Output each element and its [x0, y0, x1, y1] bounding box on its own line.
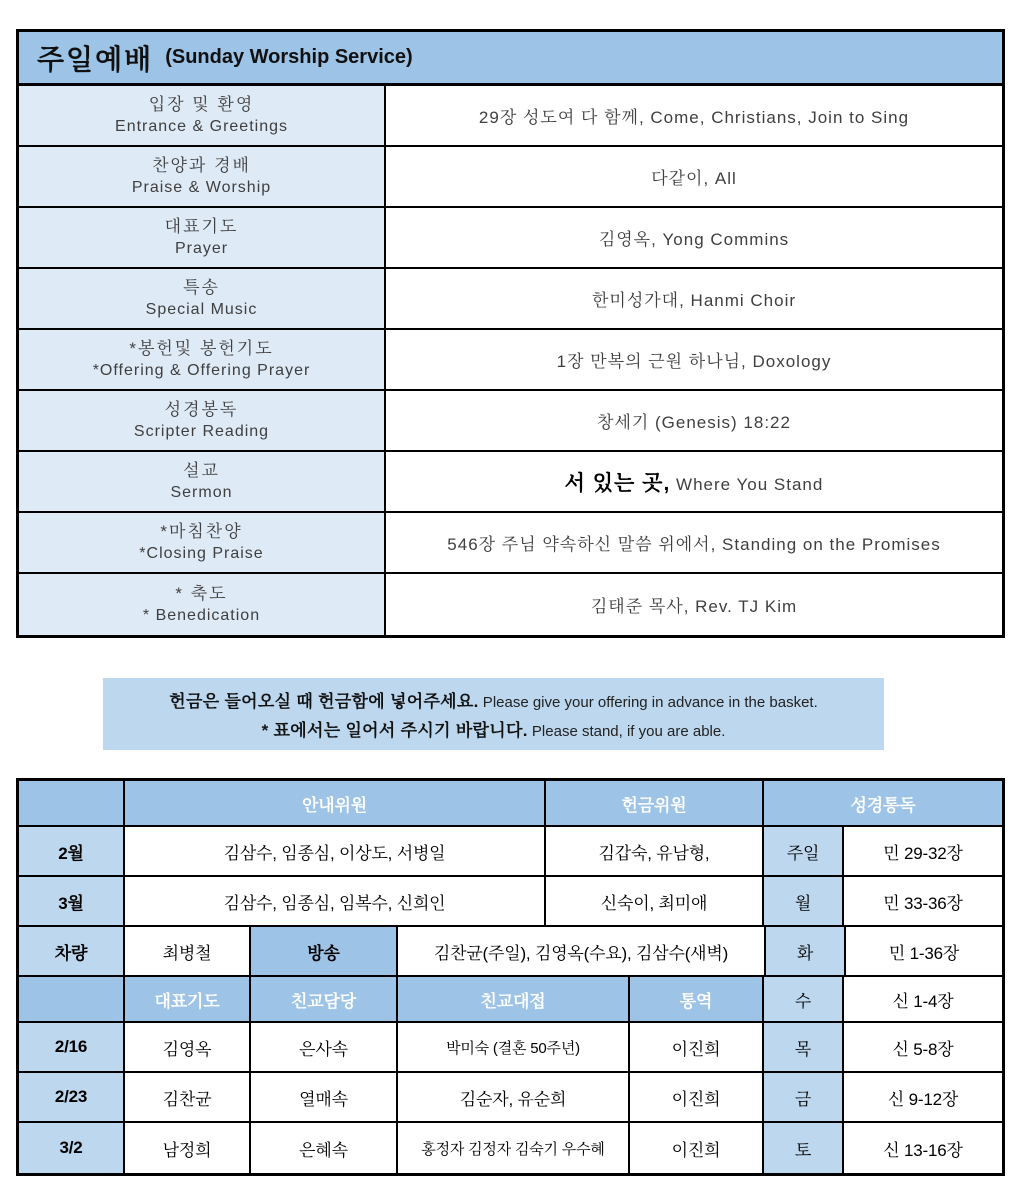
reading-passage: 민 33-36장: [883, 893, 963, 913]
duty-row-mar2: [19, 1123, 1002, 1173]
header-fellowship-serve: 친교대접: [398, 977, 630, 1021]
worship-row-praise: [19, 147, 1002, 208]
worship-row-content: [386, 147, 1002, 206]
prayer-name: 남정희: [125, 1123, 251, 1173]
broadcast-label: 방송: [251, 927, 398, 975]
worship-row-label: [19, 513, 386, 572]
month-label: 2월: [19, 827, 125, 875]
worship-row-benediction: [19, 574, 1002, 635]
duty-row-feb23: [19, 1073, 1002, 1123]
duty-row-march: [19, 877, 1002, 927]
content-text: 1장 만복의 근원 하나님, Doxology: [556, 352, 832, 371]
fellowship-serve-names: 박미숙 (결혼 50주년): [398, 1023, 630, 1071]
label-english: Prayer: [174, 239, 229, 257]
prayer-name: 김영옥: [125, 1023, 251, 1071]
notice-2-korean: * 표에서는 일어서 주시기 바랍니다.: [261, 721, 528, 740]
label-korean: * 축도: [175, 583, 228, 603]
header-blank-cell: [19, 781, 125, 825]
header-ushers: 안내위원: [125, 781, 546, 825]
interpreter-name: 이진희: [630, 1023, 764, 1071]
content-text: 29장 성도여 다 함께, Come, Christians, Join to Sing: [478, 108, 910, 127]
label-english: Praise & Worship: [131, 178, 272, 196]
vehicle-label: 차량: [19, 927, 125, 975]
sermon-title-english: Where You Stand: [670, 474, 824, 494]
worship-row-entrance: [19, 86, 1002, 147]
worship-row-sermon: [19, 452, 1002, 513]
reading-passage: 신 5-8장: [892, 1039, 954, 1059]
date-label: 2/16: [19, 1023, 125, 1071]
duty-row-feb16: [19, 1023, 1002, 1073]
worship-row-content: [386, 391, 1002, 450]
interpreter-name: 이진희: [630, 1123, 764, 1173]
reading-day: 화: [766, 927, 846, 975]
label-english: Special Music: [145, 300, 258, 318]
worship-row-content: [386, 208, 1002, 267]
worship-row-content: [386, 574, 1002, 635]
content-text: 다같이, All: [651, 169, 737, 188]
worship-row-label: [19, 86, 386, 145]
label-korean: 입장 및 환영: [148, 94, 255, 114]
worship-row-special-music: [19, 269, 1002, 330]
worship-row-label: [19, 391, 386, 450]
fellowship-lead-group: 열매속: [251, 1073, 398, 1121]
label-korean: 설교: [183, 460, 220, 480]
duty-row-february: [19, 827, 1002, 877]
notice-line-2: [262, 716, 726, 741]
content-text: 김영옥, Yong Commins: [598, 230, 790, 249]
ushers-names: 김삼수, 임종심, 임복수, 신희인: [125, 877, 546, 925]
duty-header-row-2: [19, 977, 1002, 1023]
notice-1-english: Please give your offering in advance in the basket.: [478, 694, 818, 711]
label-korean: 성경봉독: [164, 399, 239, 419]
content-text: 창세기 (Genesis) 18:22: [597, 413, 791, 432]
fellowship-lead-group: 은혜속: [251, 1123, 398, 1173]
reading-day: 수: [764, 977, 844, 1021]
offering-notice-banner: [103, 678, 884, 750]
label-korean: *마침찬양: [160, 521, 243, 541]
worship-row-label: [19, 147, 386, 206]
label-english: * Benedication: [142, 606, 261, 624]
fellowship-serve-names: 김순자, 유순희: [398, 1073, 630, 1121]
worship-row-label: [19, 330, 386, 389]
reading-passage: 민 29-32장: [883, 843, 963, 863]
label-korean: 찬양과 경배: [152, 155, 251, 175]
date-label: 3/2: [19, 1123, 125, 1173]
header-interpreter: 통역: [630, 977, 764, 1021]
reading-passage: 신 1-4장: [892, 991, 954, 1011]
reading-day: 토: [764, 1123, 844, 1173]
header-bible-reading: 성경통독: [764, 781, 1002, 825]
interpreter-name: 이진희: [630, 1073, 764, 1121]
header-offering-committee: 헌금위원: [546, 781, 764, 825]
worship-row-content: [386, 513, 1002, 572]
worship-row-prayer: [19, 208, 1002, 269]
worship-row-offering: [19, 330, 1002, 391]
label-korean: *봉헌및 봉헌기도: [129, 338, 274, 358]
worship-table-title: [19, 32, 1002, 86]
reading-day: 목: [764, 1023, 844, 1071]
label-english: Scripter Reading: [133, 422, 270, 440]
offering-names: 김갑숙, 유남형,: [546, 827, 764, 875]
label-korean: 대표기도: [164, 216, 239, 236]
worship-row-label: [19, 208, 386, 267]
worship-order-table: [16, 29, 1005, 638]
duty-header-row-1: [19, 781, 1002, 827]
label-english: *Offering & Offering Prayer: [92, 361, 311, 379]
broadcast-names: 김찬균(주일), 김영옥(수요), 김삼수(새벽): [398, 927, 766, 975]
ushers-names: 김삼수, 임종심, 이상도, 서병일: [125, 827, 546, 875]
fellowship-serve-names: 홍정자 김정자 김숙기 우수혜: [398, 1123, 630, 1173]
duty-row-vehicle: [19, 927, 1002, 977]
worship-row-content: [386, 269, 1002, 328]
reading-day: 월: [764, 877, 844, 925]
header-representative-prayer: 대표기도: [125, 977, 251, 1021]
worship-row-content: [386, 330, 1002, 389]
month-label: 3월: [19, 877, 125, 925]
prayer-name: 김찬균: [125, 1073, 251, 1121]
worship-row-label: [19, 452, 386, 511]
worship-row-label: [19, 574, 386, 635]
reading-passage: 신 13-16장: [883, 1140, 963, 1160]
label-english: Sermon: [170, 483, 233, 501]
duty-roster-table: [16, 778, 1005, 1176]
label-korean: 특송: [183, 277, 220, 297]
notice-1-korean: 헌금은 들어오실 때 헌금함에 넣어주세요.: [169, 692, 479, 711]
label-english: *Closing Praise: [139, 544, 264, 562]
worship-title-english: (Sunday Worship Service): [165, 46, 413, 68]
worship-row-content: [386, 452, 1002, 511]
fellowship-lead-group: 은사속: [251, 1023, 398, 1071]
worship-row-label: [19, 269, 386, 328]
header-blank-cell: [19, 977, 125, 1021]
reading-day: 금: [764, 1073, 844, 1121]
worship-row-closing-praise: [19, 513, 1002, 574]
driver-name: 최병철: [125, 927, 251, 975]
content-text: 김태준 목사, Rev. TJ Kim: [590, 597, 798, 616]
notice-line-1: [169, 687, 818, 712]
content-text: 한미성가대, Hanmi Choir: [591, 291, 797, 310]
sermon-title-korean: 서 있는 곳,: [564, 471, 671, 495]
notice-2-english: Please stand, if you are able.: [527, 723, 726, 740]
worship-title-korean: 주일예배: [37, 43, 154, 75]
offering-names: 신숙이, 최미애: [546, 877, 764, 925]
date-label: 2/23: [19, 1073, 125, 1121]
reading-passage: 민 1-36장: [888, 943, 960, 963]
label-english: Entrance & Greetings: [115, 117, 288, 135]
worship-row-scripture: [19, 391, 1002, 452]
content-text: 546장 주님 약속하신 말씀 위에서, Standing on the Promises: [447, 535, 941, 554]
reading-day: 주일: [764, 827, 844, 875]
header-fellowship-lead: 친교담당: [251, 977, 398, 1021]
worship-row-content: [386, 86, 1002, 145]
reading-passage: 신 9-12장: [887, 1089, 959, 1109]
